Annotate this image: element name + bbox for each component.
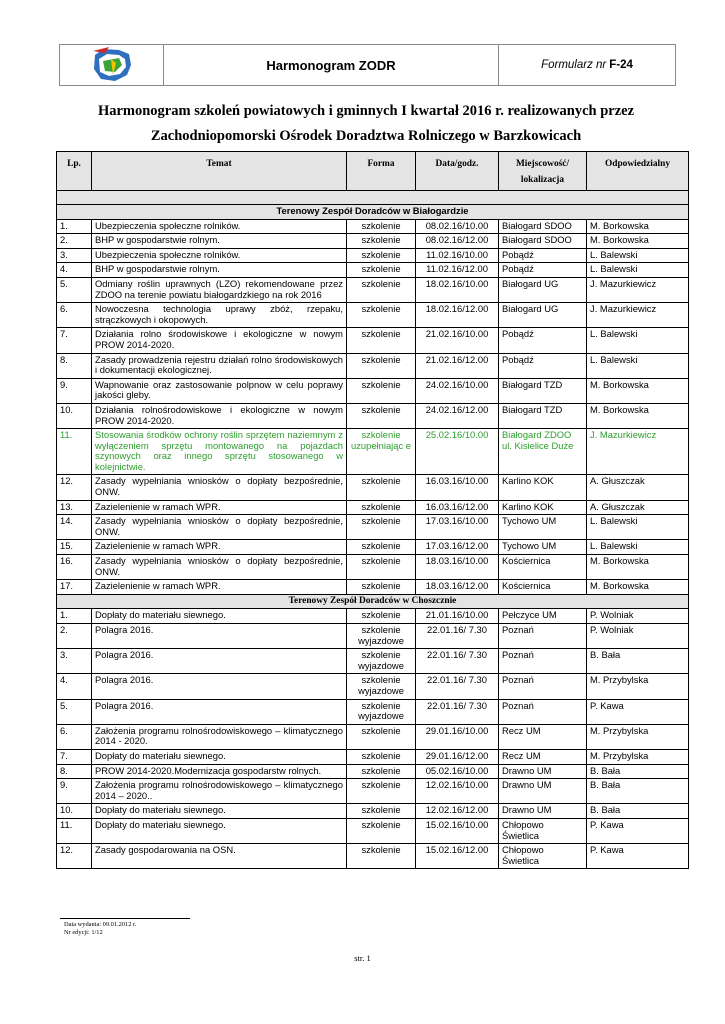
cell-temat: Zasady prowadzenia rejestru działań rolno środowiskowych i dokumentacji ekologicznej. bbox=[92, 353, 347, 378]
cell-data: 22.01.16/ 7.30 bbox=[416, 674, 499, 699]
cell-data: 12.02.16/12.00 bbox=[416, 804, 499, 819]
cell-temat: Zazielenienie w ramach WPR. bbox=[92, 580, 347, 595]
cell-temat: Zasady wypełniania wniosków o dopłaty bezpośrednie, ONW. bbox=[92, 555, 347, 580]
cell-data: 11.02.16/10.00 bbox=[416, 248, 499, 263]
page-number: str. 1 bbox=[354, 953, 371, 963]
cell-miejsce: Karlino KOK bbox=[499, 500, 587, 515]
cell-temat: Zasady gospodarowania na OSN. bbox=[92, 844, 347, 869]
table-row bbox=[57, 779, 689, 804]
cell-temat: BHP w gospodarstwie rolnym. bbox=[92, 234, 347, 249]
table-row bbox=[57, 403, 689, 428]
cell-miejsce: Białogard UG bbox=[499, 303, 587, 328]
cell-lp: 12. bbox=[57, 844, 92, 869]
cell-data: 05.02.16/10.00 bbox=[416, 764, 499, 779]
cell-forma: szkolenie uzupełniając e bbox=[347, 429, 416, 475]
cell-data: 18.03.16/10.00 bbox=[416, 555, 499, 580]
issue-date: Data wydania: 09.01.2012 r. bbox=[64, 921, 137, 928]
cell-lp: 8. bbox=[57, 353, 92, 378]
table-row bbox=[57, 804, 689, 819]
cell-lp: 1. bbox=[57, 219, 92, 234]
cell-forma: szkolenie bbox=[347, 540, 416, 555]
table-row bbox=[57, 555, 689, 580]
cell-forma: szkolenie wyjazdowe bbox=[347, 674, 416, 699]
cell-forma: szkolenie bbox=[347, 403, 416, 428]
cell-lp: 5. bbox=[57, 277, 92, 302]
form-header bbox=[59, 44, 676, 86]
cell-odp: M. Borkowska bbox=[587, 403, 689, 428]
cell-odp: M. Przybylska bbox=[587, 674, 689, 699]
footnote-divider bbox=[60, 918, 190, 919]
cell-odp: M. Borkowska bbox=[587, 219, 689, 234]
cell-temat: Nowoczesna technologia uprawy zbóż, rzepaku, strączkowych i okopowych. bbox=[92, 303, 347, 328]
cell-odp: L. Balewski bbox=[587, 353, 689, 378]
cell-data: 12.02.16/10.00 bbox=[416, 779, 499, 804]
cell-temat: Dopłaty do materiału siewnego. bbox=[92, 609, 347, 624]
col-header-odp: Odpowiedzialny bbox=[587, 152, 689, 191]
cell-data: 18.02.16/12.00 bbox=[416, 303, 499, 328]
cell-miejsce: Poznań bbox=[499, 649, 587, 674]
col-header-miejsce: Miejscowość/ lokalizacja bbox=[499, 152, 587, 191]
cell-lp: 3. bbox=[57, 248, 92, 263]
cell-data: 17.03.16/12.00 bbox=[416, 540, 499, 555]
cell-miejsce: Karlino KOK bbox=[499, 475, 587, 500]
cell-lp: 9. bbox=[57, 378, 92, 403]
cell-lp: 14. bbox=[57, 515, 92, 540]
cell-forma: szkolenie bbox=[347, 580, 416, 595]
cell-miejsce: Kościernica bbox=[499, 580, 587, 595]
cell-lp: 12. bbox=[57, 475, 92, 500]
cell-data: 11.02.16/12.00 bbox=[416, 263, 499, 278]
table-row bbox=[57, 764, 689, 779]
cell-odp: P. Kawa bbox=[587, 844, 689, 869]
cell-data: 16.03.16/12.00 bbox=[416, 500, 499, 515]
cell-lp: 10. bbox=[57, 804, 92, 819]
document-title-line2: Zachodniopomorski Ośrodek Doradztwa Rolniczego w Barzkowicach bbox=[150, 128, 582, 144]
table-header-row bbox=[57, 152, 689, 191]
cell-miejsce: Drawno UM bbox=[499, 764, 587, 779]
cell-odp: P. Kawa bbox=[587, 699, 689, 724]
cell-data: 29.01.16/10.00 bbox=[416, 724, 499, 749]
table-row bbox=[57, 248, 689, 263]
cell-odp: B. Bała bbox=[587, 764, 689, 779]
cell-forma: szkolenie bbox=[347, 353, 416, 378]
cell-data: 15.02.16/10.00 bbox=[416, 818, 499, 843]
cell-data: 24.02.16/12.00 bbox=[416, 403, 499, 428]
cell-forma: szkolenie bbox=[347, 609, 416, 624]
header-title: Harmonogram ZODR bbox=[164, 45, 499, 85]
cell-temat: Działania rolno środowiskowe i ekologiczne w nowym PROW 2014-2020. bbox=[92, 328, 347, 353]
cell-forma: szkolenie bbox=[347, 328, 416, 353]
cell-temat: Wapnowanie oraz zastosowanie polpnow w celu poprawy jakości gleby. bbox=[92, 378, 347, 403]
cell-miejsce: Pobądź bbox=[499, 353, 587, 378]
cell-miejsce: Pobądź bbox=[499, 248, 587, 263]
cell-lp: 1. bbox=[57, 609, 92, 624]
table-row bbox=[57, 263, 689, 278]
cell-miejsce: Białogard SDOO bbox=[499, 219, 587, 234]
table-row bbox=[57, 609, 689, 624]
cell-miejsce: Chłopowo Świetlica bbox=[499, 818, 587, 843]
cell-data: 22.01.16/ 7.30 bbox=[416, 649, 499, 674]
cell-lp: 16. bbox=[57, 555, 92, 580]
table-row bbox=[57, 277, 689, 302]
cell-forma: szkolenie bbox=[347, 234, 416, 249]
form-number: F-24 bbox=[609, 59, 633, 71]
cell-odp: A. Głuszczak bbox=[587, 500, 689, 515]
form-number-box bbox=[499, 45, 675, 85]
cell-miejsce: Recz UM bbox=[499, 724, 587, 749]
cell-miejsce: Recz UM bbox=[499, 749, 587, 764]
cell-lp: 6. bbox=[57, 303, 92, 328]
cell-forma: szkolenie bbox=[347, 263, 416, 278]
cell-odp: M. Borkowska bbox=[587, 234, 689, 249]
cell-data: 22.01.16/ 7.30 bbox=[416, 624, 499, 649]
cell-forma: szkolenie bbox=[347, 515, 416, 540]
cell-forma: szkolenie bbox=[347, 724, 416, 749]
cell-data: 08.02.16/12.00 bbox=[416, 234, 499, 249]
cell-miejsce: Poznań bbox=[499, 699, 587, 724]
cell-forma: szkolenie bbox=[347, 219, 416, 234]
cell-odp: B. Bała bbox=[587, 649, 689, 674]
cell-miejsce: Pobądź bbox=[499, 263, 587, 278]
table-row bbox=[57, 649, 689, 674]
table-row bbox=[57, 749, 689, 764]
cell-lp: 2. bbox=[57, 624, 92, 649]
table-row bbox=[57, 674, 689, 699]
cell-lp: 5. bbox=[57, 699, 92, 724]
cell-temat: Zasady wypełniania wniosków o dopłaty bezpośrednie, ONW. bbox=[92, 475, 347, 500]
cell-forma: szkolenie bbox=[347, 818, 416, 843]
table-row bbox=[57, 328, 689, 353]
table-row bbox=[57, 540, 689, 555]
cell-odp: L. Balewski bbox=[587, 263, 689, 278]
cell-temat: Polagra 2016. bbox=[92, 699, 347, 724]
cell-temat: Dopłaty do materiału siewnego. bbox=[92, 804, 347, 819]
cell-miejsce: Pobądź bbox=[499, 328, 587, 353]
cell-data: 17.03.16/10.00 bbox=[416, 515, 499, 540]
cell-data: 29.01.16/12.00 bbox=[416, 749, 499, 764]
cell-miejsce: Drawno UM bbox=[499, 804, 587, 819]
section-header-row bbox=[57, 594, 689, 609]
cell-odp: B. Bała bbox=[587, 804, 689, 819]
cell-forma: szkolenie bbox=[347, 475, 416, 500]
cell-forma: szkolenie wyjazdowe bbox=[347, 649, 416, 674]
cell-temat: Ubezpieczenia społeczne rolników. bbox=[92, 248, 347, 263]
table-row bbox=[57, 724, 689, 749]
cell-odp: J. Mazurkiewicz bbox=[587, 277, 689, 302]
cell-temat: Polagra 2016. bbox=[92, 624, 347, 649]
cell-miejsce: Tychowo UM bbox=[499, 540, 587, 555]
cell-forma: szkolenie bbox=[347, 779, 416, 804]
cell-miejsce: Kościernica bbox=[499, 555, 587, 580]
cell-temat: Polagra 2016. bbox=[92, 674, 347, 699]
table-row bbox=[57, 429, 689, 475]
cell-odp: L. Balewski bbox=[587, 328, 689, 353]
cell-forma: szkolenie wyjazdowe bbox=[347, 624, 416, 649]
cell-odp: P. Kawa bbox=[587, 818, 689, 843]
form-label: Formularz nr bbox=[541, 59, 607, 71]
cell-miejsce: Białogard TZD bbox=[499, 403, 587, 428]
cell-temat: Zazielenienie w ramach WPR. bbox=[92, 500, 347, 515]
cell-odp: L. Balewski bbox=[587, 540, 689, 555]
cell-lp: 4. bbox=[57, 263, 92, 278]
table-row bbox=[57, 378, 689, 403]
cell-miejsce: Białogard TZD bbox=[499, 378, 587, 403]
cell-odp: J. Mazurkiewicz bbox=[587, 429, 689, 475]
cell-miejsce: Poznań bbox=[499, 674, 587, 699]
cell-temat: Zazielenienie w ramach WPR. bbox=[92, 540, 347, 555]
cell-data: 21.02.16/10.00 bbox=[416, 328, 499, 353]
cell-data: 21.02.16/12.00 bbox=[416, 353, 499, 378]
cell-temat: PROW 2014-2020.Modernizacja gospodarstw rolnych. bbox=[92, 764, 347, 779]
cell-lp: 3. bbox=[57, 649, 92, 674]
cell-temat: Działania rolnośrodowiskowe i ekologiczne w nowym PROW 2014-2020. bbox=[92, 403, 347, 428]
document-title-line1: Harmonogram szkoleń powiatowych i gminnych I kwartał 2016 r. realizowanych przez bbox=[97, 103, 635, 119]
cell-lp: 6. bbox=[57, 724, 92, 749]
cell-miejsce: Pełczyce UM bbox=[499, 609, 587, 624]
table-row bbox=[57, 515, 689, 540]
col-header-temat: Temat bbox=[92, 152, 347, 191]
cell-forma: szkolenie bbox=[347, 500, 416, 515]
cell-temat: BHP w gospodarstwie rolnym. bbox=[92, 263, 347, 278]
cell-temat: Dopłaty do materiału siewnego. bbox=[92, 818, 347, 843]
section-header-row bbox=[57, 205, 689, 220]
cell-temat: Założenia programu rolnośrodowiskowego – klimatycznego 2014 – 2020.. bbox=[92, 779, 347, 804]
cell-lp: 9. bbox=[57, 779, 92, 804]
edition-number: Nr edycji: 1/12 bbox=[64, 929, 103, 937]
cell-forma: szkolenie bbox=[347, 303, 416, 328]
cell-odp: L. Balewski bbox=[587, 515, 689, 540]
cell-miejsce: Białogard SDOO bbox=[499, 234, 587, 249]
cell-odp: M. Borkowska bbox=[587, 580, 689, 595]
cell-lp: 10. bbox=[57, 403, 92, 428]
cell-data: 21.01.16/10.00 bbox=[416, 609, 499, 624]
cell-temat: Założenia programu rolnośrodowiskowego – klimatycznego 2014 - 2020. bbox=[92, 724, 347, 749]
cell-odp: L. Balewski bbox=[587, 248, 689, 263]
cell-forma: szkolenie bbox=[347, 804, 416, 819]
cell-forma: szkolenie bbox=[347, 277, 416, 302]
table-row bbox=[57, 818, 689, 843]
cell-miejsce: Drawno UM bbox=[499, 779, 587, 804]
table-row bbox=[57, 699, 689, 724]
cell-temat: Odmiany roślin uprawnych (LZO) rekomendowane przez ZDOO na terenie powiatu białogardzkiego na rok 2016 bbox=[92, 277, 347, 302]
cell-odp: M. Przybylska bbox=[587, 749, 689, 764]
cell-forma: szkolenie bbox=[347, 749, 416, 764]
cell-temat: Ubezpieczenia społeczne rolników. bbox=[92, 219, 347, 234]
cell-lp: 17. bbox=[57, 580, 92, 595]
cell-odp: M. Borkowska bbox=[587, 378, 689, 403]
cell-miejsce: Chłopowo Świetlica bbox=[499, 844, 587, 869]
cell-forma: szkolenie bbox=[347, 555, 416, 580]
cell-forma: szkolenie wyjazdowe bbox=[347, 699, 416, 724]
cell-lp: 2. bbox=[57, 234, 92, 249]
cell-odp: P. Wolniak bbox=[587, 624, 689, 649]
cell-miejsce: Białogard UG bbox=[499, 277, 587, 302]
cell-data: 18.03.16/12.00 bbox=[416, 580, 499, 595]
cell-miejsce: Tychowo UM bbox=[499, 515, 587, 540]
cell-odp: J. Mazurkiewicz bbox=[587, 303, 689, 328]
cell-miejsce: Poznań bbox=[499, 624, 587, 649]
cell-lp: 7. bbox=[57, 749, 92, 764]
cell-lp: 4. bbox=[57, 674, 92, 699]
section-title: Terenowy Zespół Doradców w Białogardzie bbox=[57, 205, 689, 220]
schedule-table bbox=[56, 151, 689, 869]
col-header-forma: Forma bbox=[347, 152, 416, 191]
cell-lp: 11. bbox=[57, 429, 92, 475]
cell-data: 15.02.16/12.00 bbox=[416, 844, 499, 869]
cell-forma: szkolenie bbox=[347, 764, 416, 779]
cell-temat: Zasady wypełniania wniosków o dopłaty bezpośrednie, ONW. bbox=[92, 515, 347, 540]
cell-temat: Polagra 2016. bbox=[92, 649, 347, 674]
cell-data: 18.02.16/10.00 bbox=[416, 277, 499, 302]
cell-odp: P. Wolniak bbox=[587, 609, 689, 624]
cell-temat: Stosowania środków ochrony roślin sprzętem naziemnym z wyłączeniem sprzętu montowanego na pojazdach szynowych oraz innego sprzętu stosowanego w kolejnictwie. bbox=[92, 429, 347, 475]
cell-odp: M. Borkowska bbox=[587, 555, 689, 580]
col-header-lp: Lp. bbox=[57, 152, 92, 191]
cell-forma: szkolenie bbox=[347, 844, 416, 869]
section-title: Terenowy Zespół Doradców w Choszcznie bbox=[57, 594, 689, 609]
cell-odp: M. Przybylska bbox=[587, 724, 689, 749]
cell-lp: 11. bbox=[57, 818, 92, 843]
cell-odp: B. Bała bbox=[587, 779, 689, 804]
cell-data: 22.01.16/ 7.30 bbox=[416, 699, 499, 724]
table-row bbox=[57, 624, 689, 649]
cell-data: 25.02.16/10.00 bbox=[416, 429, 499, 475]
cell-forma: szkolenie bbox=[347, 248, 416, 263]
cell-lp: 7. bbox=[57, 328, 92, 353]
filler-row bbox=[57, 191, 689, 205]
table-row bbox=[57, 234, 689, 249]
cell-lp: 8. bbox=[57, 764, 92, 779]
cell-temat: Dopłaty do materiału siewnego. bbox=[92, 749, 347, 764]
table-row bbox=[57, 844, 689, 869]
table-row bbox=[57, 219, 689, 234]
table-row bbox=[57, 500, 689, 515]
col-header-data: Data/godz. bbox=[416, 152, 499, 191]
table-row bbox=[57, 580, 689, 595]
footnote bbox=[64, 921, 136, 937]
table-row bbox=[57, 353, 689, 378]
zodr-logo bbox=[60, 45, 164, 85]
cell-data: 16.03.16/10.00 bbox=[416, 475, 499, 500]
table-row bbox=[57, 303, 689, 328]
cell-lp: 13. bbox=[57, 500, 92, 515]
table-row bbox=[57, 475, 689, 500]
cell-odp: A. Głuszczak bbox=[587, 475, 689, 500]
cell-forma: szkolenie bbox=[347, 378, 416, 403]
cell-lp: 15. bbox=[57, 540, 92, 555]
cell-miejsce: Białogard ZDOO ul. Kisielice Duże bbox=[499, 429, 587, 475]
cell-data: 08.02.16/10.00 bbox=[416, 219, 499, 234]
zodr-logo-icon bbox=[89, 45, 135, 85]
cell-data: 24.02.16/10.00 bbox=[416, 378, 499, 403]
